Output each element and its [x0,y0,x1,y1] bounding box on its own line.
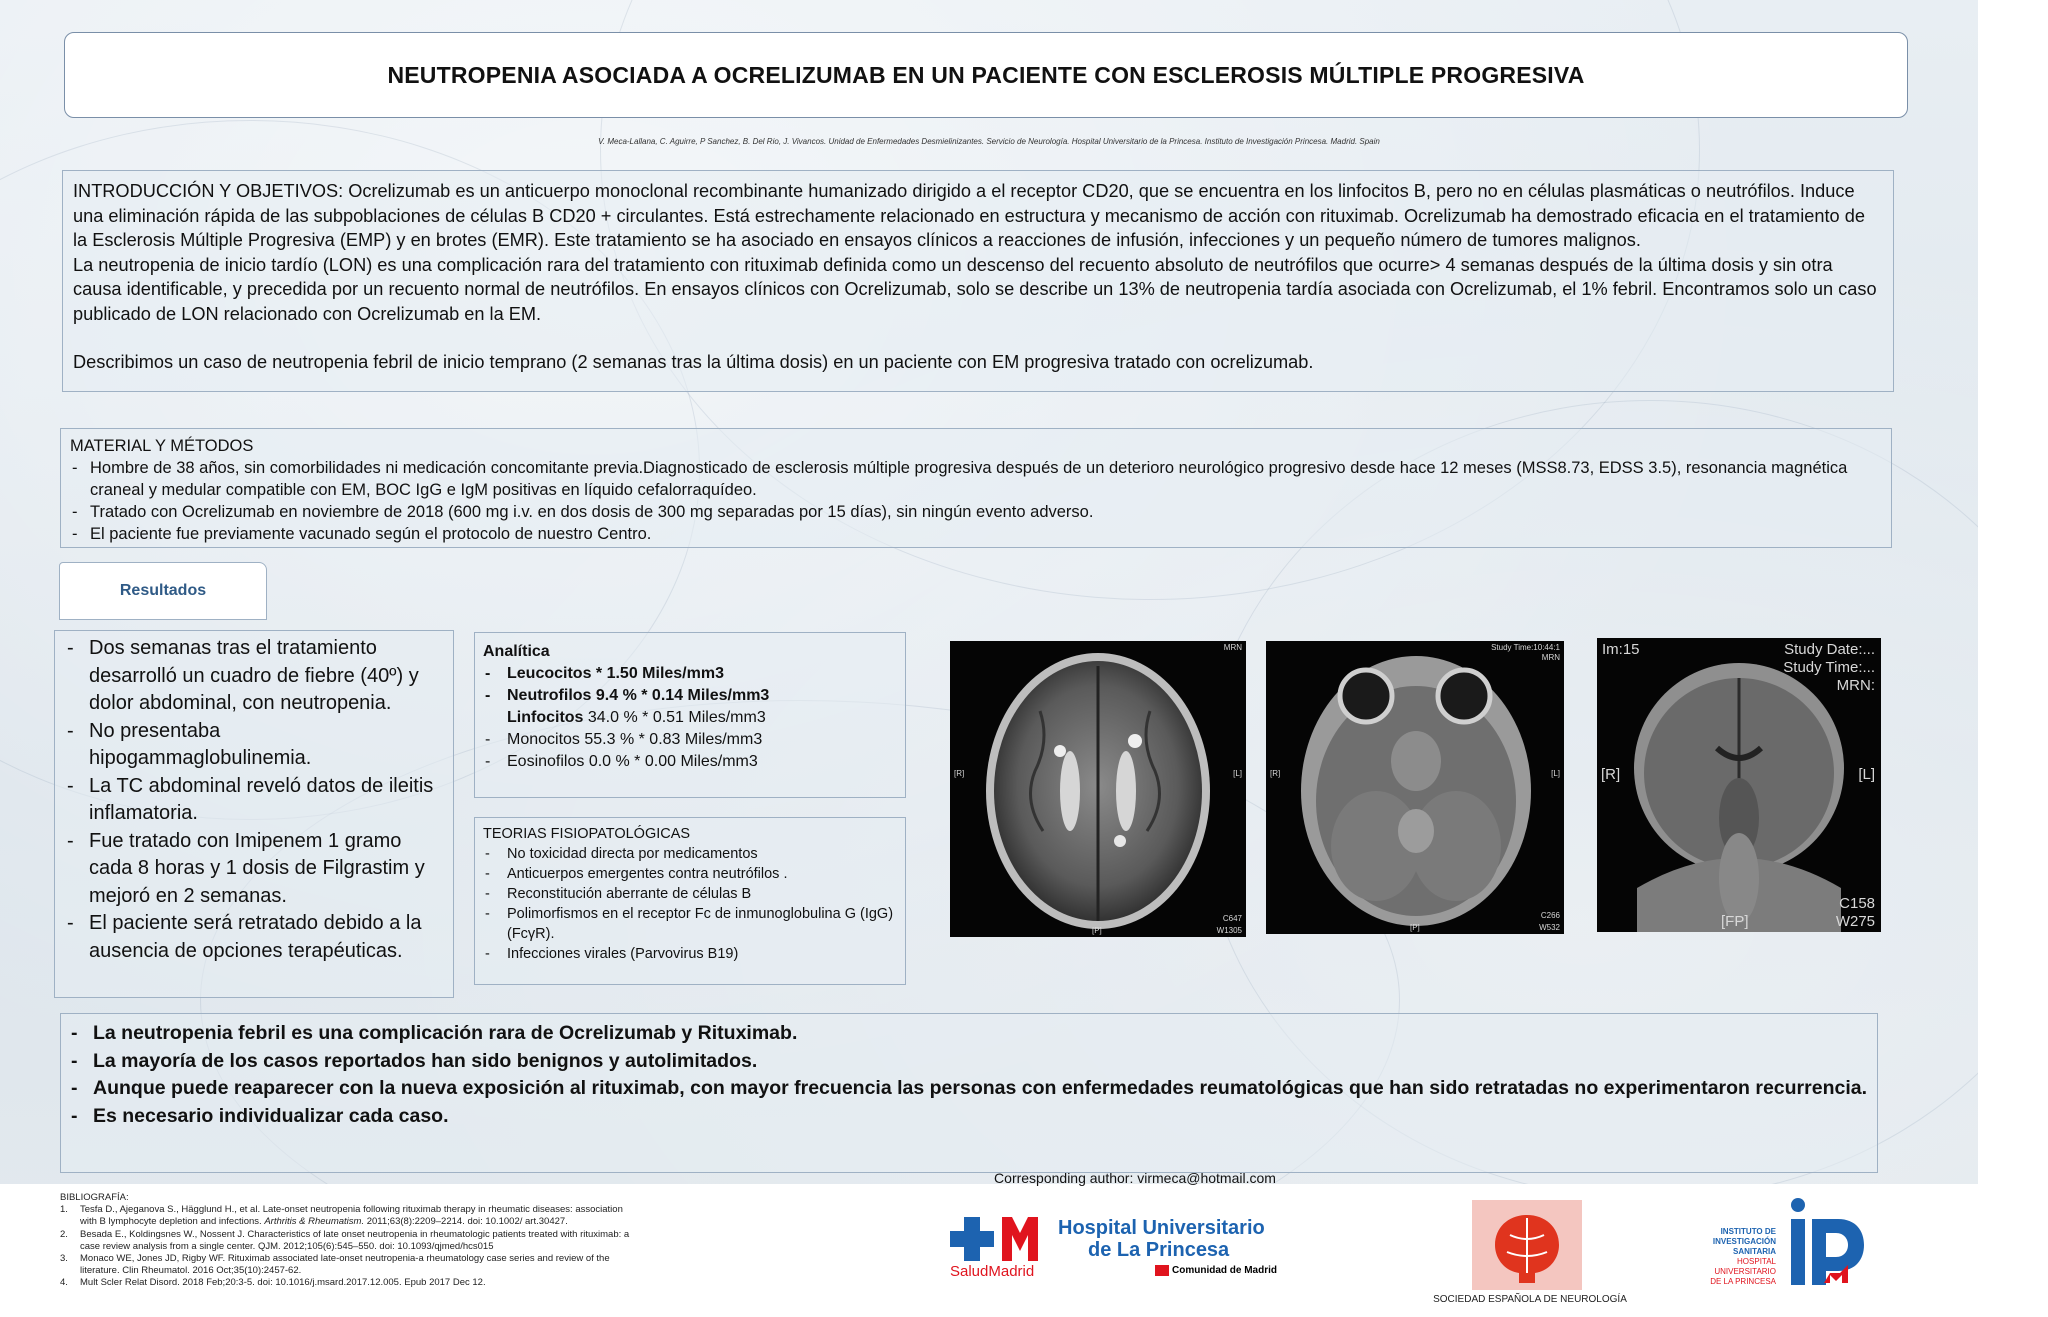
lab-value [483,707,897,729]
brain-logo-icon [1472,1200,1582,1290]
poster-title: NEUTROPENIA ASOCIADA A OCRELIZUMAB EN UN PACIENTE CON ESCLEROSIS MÚLTIPLE PROGRESIVA [387,61,1585,88]
lab-number: 34.0 % * 0.51 Miles/mm3 [583,709,766,726]
authors-line: V. Meca-Lallana, C. Aguirre, P Sanchez, B. Del Rio, J. Vivancos. Unidad de Enfermedades Desmielinizantes. Servicio de Neurología. Hospital Universitario de la Princesa. Instituto de Investigación Princesa. Madrid. Spain [598,137,1380,146]
list-item: - Es necesario individualizar cada caso. [69,1103,1869,1131]
list-item: - El paciente será retratado debido a la ausencia de opciones terapéuticas. [63,910,445,965]
results-section [54,630,454,998]
scan-label: MRN [1223,643,1242,652]
reference-item: 1. Tesfa D., Ajeganova S., Hägglund H., et al. Late-onset neutropenia following rituximab therapy in rheumatic diseases: association with B lymphocyte depletion and infections. Arthritis & Rheumatism. 2011;63(8):2209–2214. doi: 10.1002/ art.30427. [60,1204,623,1228]
list-item: - La TC abdominal reveló datos de ileitis inflamatoria. [63,773,445,828]
mri-coronal-image [1597,638,1881,932]
scan-label: [FP] [1721,913,1749,930]
list-item: - Polimorfismos en el receptor Fc de inmunoglobulina G (IgG) (FcγR). [483,904,897,944]
iis-label: INSTITUTO DE INVESTIGACIÓN SANITARIA HOSPITAL UNIVERSITARIO DE LA PRINCESA [1710,1227,1776,1286]
lab-value: - Leucocitos * 1.50 Miles/mm3 [483,663,897,685]
lab-results-section [474,632,906,798]
scan-label: [R] [954,769,965,778]
lab-label: Linfocitos [507,709,584,726]
iis-princesa-logo [1710,1195,1870,1305]
list-item: - Reconstitución aberrante de células B [483,884,897,904]
list-item: - Tratado con Ocrelizumab en noviembre de 2018 (600 mg i.v. en dos dosis de 300 mg separadas por 15 días), sin ningún evento adverso. [70,501,1882,523]
scan-label: Study Time:... [1783,659,1875,676]
title-box [64,32,1908,118]
intro-paragraph: Describimos un caso de neutropenia febril de inicio temprano (2 semanas tras la última dosis) en un paciente con EM progresiva tratado con ocrelizumab. [73,352,1314,372]
list-item: - Dos semanas tras el tratamiento desarrolló un cuadro de fiebre (40º) y dolor abdominal, con neutropenia. [63,635,445,718]
mri-axial-posterior-fossa-image [1266,641,1564,934]
scan-label: W532 [1539,923,1560,932]
scan-label: [R] [1601,766,1621,783]
scan-label: MRN [1541,653,1560,662]
lab-value: - Eosinofilos 0.0 % * 0.00 Miles/mm3 [483,751,897,773]
iis-ip-icon [1780,1195,1870,1295]
scan-label: Study Time:10:44:1 [1491,643,1560,652]
scan-label: [P] [1410,923,1420,932]
scan-label: MRN: [1836,677,1875,694]
list-item: - No toxicidad directa por medicamentos [483,844,897,864]
scan-label: C266 [1540,911,1560,920]
hospital-name: Hospital Universitario de La Princesa [1058,1217,1265,1261]
intro-paragraph: INTRODUCCIÓN Y OBJETIVOS: Ocrelizumab es un anticuerpo monoclonal recombinante humanizado dirigido a el receptor CD20, que se encuentra en los linfocitos B, pero no en células plasmáticas o neutrófilos. Induce una eliminación rápida de las subpoblaciones de células B CD20 + circulantes. Está estrechamente relacionado en estructura y mecanismo de acción con rituximab. Ocrelizumab ha demostrado eficacia en el tratamiento de la Esclerosis Múltiple Progresiva (EMP) y en brotes (EMR). Este tratamiento se ha asociado en ensayos clínicos a reacciones de infusión, infecciones y un pequeño número de tumores malignos. [73,181,1865,250]
hospital-logo [950,1213,1290,1283]
mri-axial-flair-image [950,641,1246,937]
scan-label: [L] [1233,769,1242,778]
section-heading: BIBLIOGRAFÍA: [60,1192,129,1203]
section-heading: Analítica [483,643,550,660]
reference-item: 4. Mult Scler Relat Disord. 2018 Feb;20:3-5. doi: 10.1016/j.msard.2017.12.005. Epub 2017 Dec 12. [60,1277,486,1289]
list-item: - Hombre de 38 años, sin comorbilidades ni medicación concomitante previa.Diagnosticado de esclerosis múltiple progresiva después de un deterioro neurológico progresivo desde hace 12 meses (MSS8.73, EDSS 3.5), resonancia magnética craneal y medular compatible con EM, BOC IgG e IgM positivas en líquido cefalorraquídeo. [70,457,1882,501]
reference-item: 3. Monaco WE, Jones JD, Rigby WF. Rituximab associated late-onset neutropenia-a rheumatology case series and review of the literature. Clin Rheumatol. 2016 Oct;35(10):2457-62. [60,1253,610,1277]
scan-label: C647 [1222,914,1242,923]
scan-label: C158 [1839,895,1875,912]
lab-value: - Monocitos 55.3 % * 0.83 Miles/mm3 [483,729,897,751]
sen-logo [1430,1200,1630,1310]
scan-label: W1305 [1216,926,1242,935]
comunidad-madrid-label: Comunidad de Madrid [1155,1265,1277,1276]
list-item: - Aunque puede reaparecer con la nueva exposición al rituximab, con mayor frecuencia las personas con enfermedades reumatológicas que han sido retratadas no experimentaron recurrencia. [69,1075,1869,1103]
list-item: - Anticuerpos emergentes contra neutrófilos . [483,864,897,884]
scan-label: [P] [1092,926,1102,935]
intro-paragraph: La neutropenia de inicio tardío (LON) es una complicación rara del tratamiento con rituximab definida como un descenso del recuento absoluto de neutrófilos que ocurre> 4 semanas después de la última dosis y sin otra causa identificable, y precedida por un recuento normal de neutrófilos. En ensayos clínicos con Ocrelizumab, solo se describe un 13% de neutropenia tardía asociada con Ocrelizumab, el 1% febril. Encontramos solo un caso publicado de LON relacionado con Ocrelizumab en la EM. [73,254,1877,324]
section-heading: MATERIAL Y MÉTODOS [70,437,254,455]
introduction-section [62,170,1894,392]
list-item: - No presentaba hipogammaglobulinemia. [63,718,445,773]
bibliography [60,1192,640,1290]
scan-label: [R] [1270,769,1281,778]
list-item: - Infecciones virales (Parvovirus B19) [483,944,897,964]
scan-label: [L] [1858,766,1875,783]
list-item: - El paciente fue previamente vacunado según el protocolo de nuestro Centro. [70,523,1882,545]
theories-section [474,817,906,985]
scan-label: Study Date:... [1784,641,1875,658]
reference-item: 2. Besada E., Koldingsnes W., Nossent J. Characteristics of late onset neutropenia in rheumatologic patients treated with rituximab: a case review analysis from a single center. QJM. 2012;105(6):545–550. doi: 10.1093/qjmed/hcs015 [60,1228,630,1252]
material-methods-section [60,428,1892,548]
brain-scan-graphic [1266,641,1564,934]
conclusions-section [60,1013,1878,1173]
sen-label: SOCIEDAD ESPAÑOLA DE NEUROLOGÍA [1433,1294,1627,1305]
corresponding-author: Corresponding author: virmeca@hotmail.com [994,1170,1276,1186]
brain-scan-graphic [950,641,1246,937]
saludmadrid-cross-icon [950,1213,1050,1269]
scan-label: [L] [1551,769,1560,778]
results-tab: Resultados [59,562,267,620]
list-item: - La neutropenia febril es una complicación rara de Ocrelizumab y Rituximab. [69,1020,1869,1048]
scan-label: Im:15 [1602,641,1640,658]
saludmadrid-label: SaludMadrid [950,1263,1035,1280]
poster-session-sidebar [1978,0,2048,1317]
scan-label: W275 [1835,913,1875,930]
list-item: - La mayoría de los casos reportados han sido benignos y autolimitados. [69,1048,1869,1076]
lab-value: - Neutrofilos 9.4 % * 0.14 Miles/mm3 [483,685,897,707]
list-item: - Fue tratado con Imipenem 1 gramo cada 8 horas y 1 dosis de Filgrastim y mejoró en 2 semanas. [63,828,445,911]
section-heading: TEORIAS FISIOPATOLÓGICAS [483,826,691,842]
